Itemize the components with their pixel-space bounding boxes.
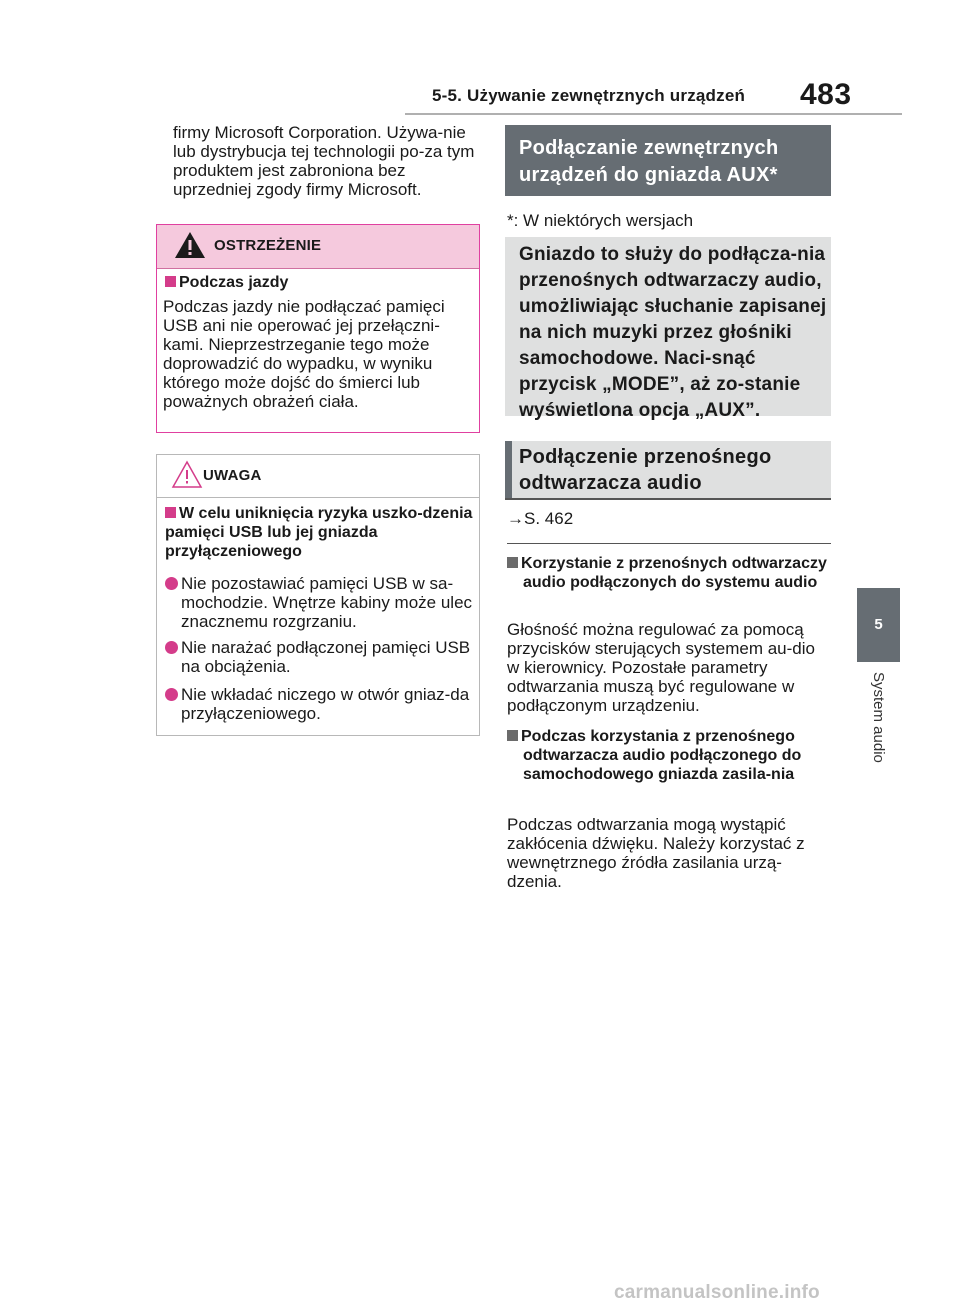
notice-bullet	[163, 638, 478, 678]
notice-bullet	[163, 574, 478, 634]
round-bullet-icon	[165, 688, 178, 701]
portable-text-2: Podczas odtwarzania mogą wystąpić zakłócenia dźwięku. Należy korzystać z wewnętrznego źródła zasilania urzą-dzenia.	[507, 815, 805, 891]
square-bullet-icon	[507, 730, 518, 741]
notice-header-divider	[157, 497, 479, 498]
warning-triangle-icon	[173, 230, 207, 260]
portable-heading-underline	[505, 498, 831, 500]
notice-bullet	[163, 685, 478, 725]
notice-subheading: W celu uniknięcia ryzyka uszko-dzenia pamięci USB lub jej gniazda przyłączeniowego	[165, 505, 473, 560]
aux-heading: Podłączanie zewnętrznych urządzeń do gniazda AUX*	[519, 137, 779, 186]
page-number: 483	[800, 78, 852, 111]
chapter-label	[871, 672, 887, 792]
portable-subheading-1: Korzystanie z przenośnych odtwarzaczy audio podłączonych do systemu audio	[507, 554, 831, 592]
warning-header-divider	[157, 268, 479, 269]
notice-title: UWAGA	[203, 467, 262, 484]
round-bullet-icon	[165, 577, 178, 590]
square-bullet-icon	[165, 276, 176, 287]
watermark: carmanualsonline.info	[614, 1282, 820, 1303]
version-footnote: *: W niektórych wersjach	[507, 211, 694, 230]
intro-paragraph: firmy Microsoft Corporation. Używa-nie lub dystrybucja tej technologii po-za tym produktem jest zabroniona bez uprzedniej zgody firmy Microsoft.	[173, 123, 475, 199]
header-divider	[405, 113, 902, 115]
warning-title: OSTRZEŻENIE	[214, 237, 322, 254]
portable-subheading-2: Podczas korzystania z przenośnego odtwarzacza audio podłączonego do samochodowego gniazda zasila-nia	[507, 727, 831, 784]
section-title: 5-5. Używanie zewnętrznych urządzeń	[432, 86, 746, 105]
warning-text: Podczas jazdy nie podłączać pamięci USB ani nie operować jej przełączni-kami. Nieprzestrzeganie tego może doprowadzić do wypadku, w wyniku którego może dojść do śmierci lub poważnych obrażeń ciała.	[163, 297, 445, 411]
page-reference-link[interactable]: →S. 462	[507, 509, 574, 528]
portable-text-1: Głośność można regulować za pomocą przycisków sterujących systemem au-dio w kierownicy. Pozostałe parametry odtwarzania muszą być regulowane w podłączonym urządzeniu.	[507, 620, 815, 715]
notice-bullet-text: Nie pozostawiać pamięci USB w sa-mochodzie. Wnętrze kabiny może ulec znacznemu rozgrzaniu.	[181, 574, 473, 631]
caution-triangle-icon	[171, 459, 203, 489]
portable-heading: Podłączenie przenośnego odtwarzacza audio	[519, 446, 772, 494]
chapter-tab[interactable]: 5	[857, 588, 900, 662]
chapter-label-text: System audio	[870, 672, 887, 763]
heading-accent	[505, 441, 512, 499]
notice-bullet-text: Nie narażać podłączonej pamięci USB na obciążenia.	[181, 638, 471, 676]
square-bullet-icon	[507, 557, 518, 568]
warning-subheading: Podczas jazdy	[165, 274, 288, 292]
section-separator	[507, 543, 831, 544]
square-bullet-icon	[165, 507, 176, 518]
notice-bullet-text: Nie wkładać niczego w otwór gniaz-da przyłączeniowego.	[181, 685, 470, 723]
lead-text: Gniazdo to służy do podłącza-nia przenośnych odtwarzaczy audio, umożliwiając słuchanie zapisanej na nich muzyki przez głośniki samochodowe. Naci-snąć przycisk „MODE”, aż zo-stanie wyświetlona opcja „AUX”.	[519, 244, 827, 421]
round-bullet-icon	[165, 641, 178, 654]
